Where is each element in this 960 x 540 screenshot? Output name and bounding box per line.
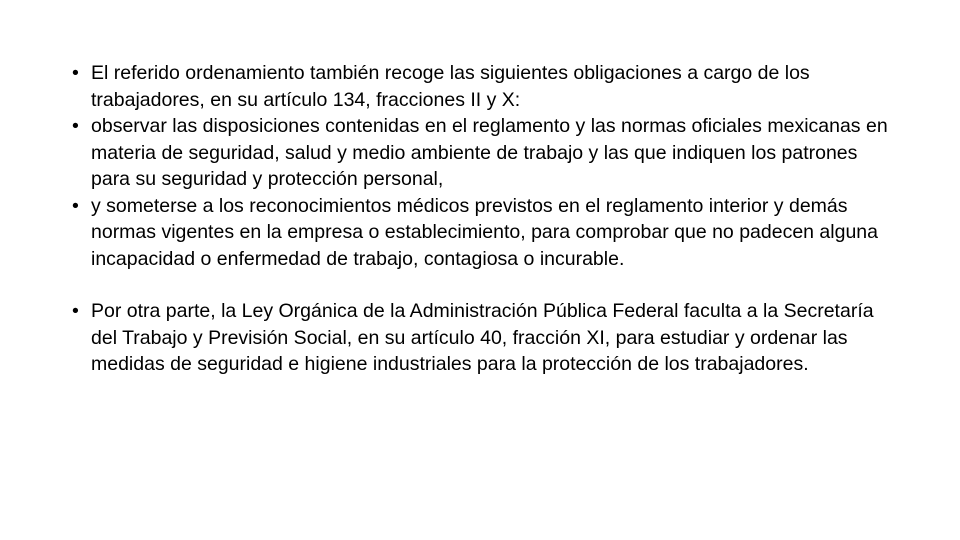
bullet-item-medical-exams [72, 193, 892, 273]
bullet-list [72, 60, 892, 378]
bullet-text: y someterse a los reconocimientos médicos previstos en el reglamento interior y demás normas vigentes en la empresa o establecimiento, para comprobar que no padecen alguna incapacidad o enfermedad de trabajo, contagiosa o incurable. [91, 194, 878, 270]
bullet-icon: • [72, 194, 79, 217]
bullet-icon: • [72, 300, 79, 322]
bullet-icon: • [72, 115, 79, 137]
bullet-item-observe-regulations [72, 113, 892, 193]
bullet-text: El referido ordenamiento también recoge las siguientes obligaciones a cargo de los trabajadores, en su artículo 134, fracciones II y X: [91, 62, 810, 111]
bullet-text: observar las disposiciones contenidas en el reglamento y las normas oficiales mexicanas en materia de seguridad, salud y medio ambiente de trabajo y las que indiquen los patrones para su seguridad y protección personal, [91, 115, 888, 190]
bullet-item-obligations-intro [72, 60, 892, 113]
bullet-icon: • [72, 62, 79, 84]
bullet-text: Por otra parte, la Ley Orgánica de la Administración Pública Federal faculta a la Secretaría del Trabajo y Previsión Social, en su artículo 40, fracción XI, para estudiar y ordenar las medidas de seguridad e higiene industriales para la protección de los trabajadores. [91, 300, 874, 375]
bullet-item-organic-law [72, 298, 892, 378]
